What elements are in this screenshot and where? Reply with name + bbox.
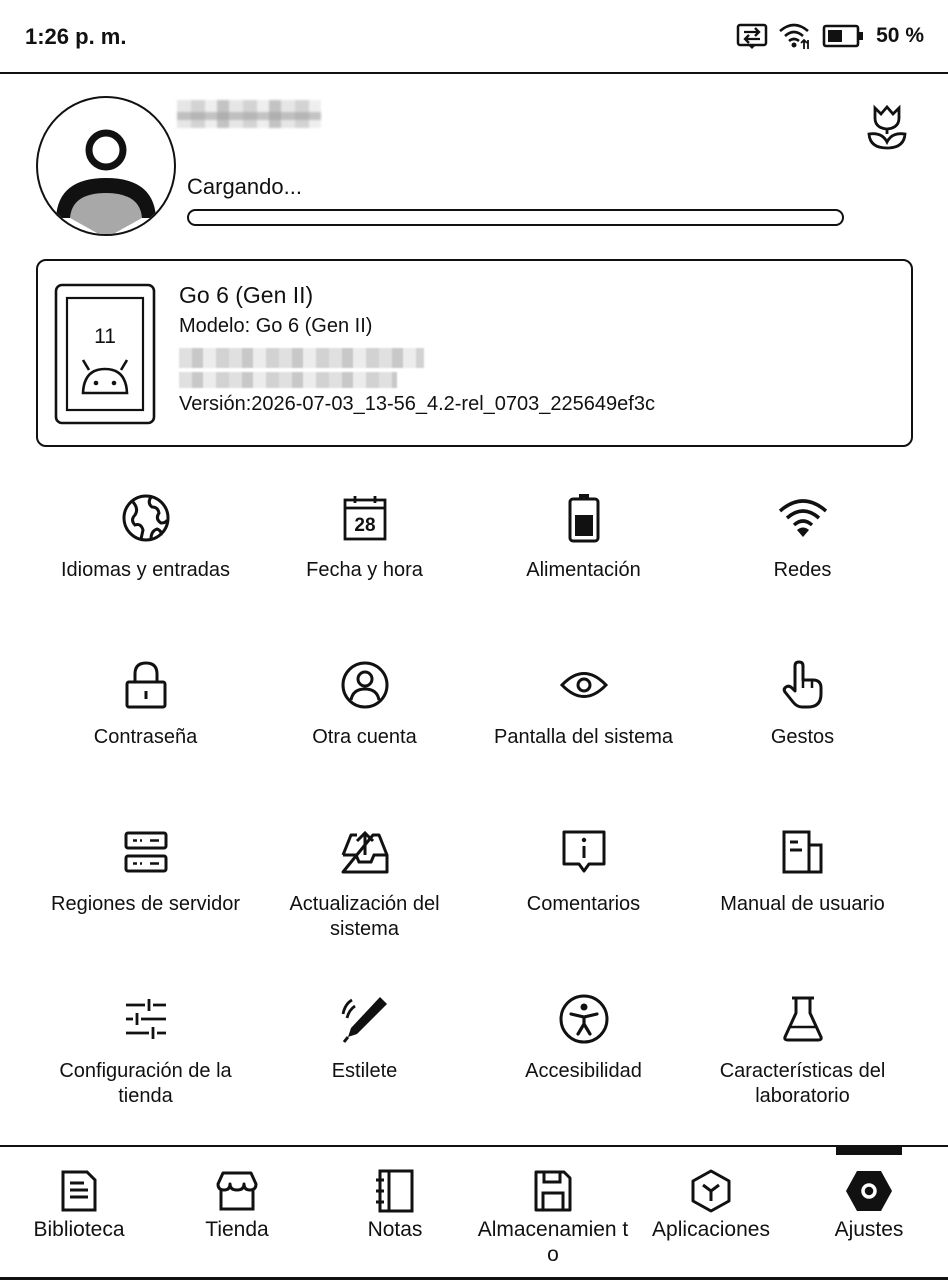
apps-cube-icon (690, 1165, 732, 1217)
settings-hex-icon (844, 1165, 894, 1217)
setting-other-account[interactable] (255, 657, 474, 824)
nav-label: Aplicaciones (652, 1218, 770, 1241)
device-name: Go 6 (Gen II) (179, 282, 314, 308)
nav-label: Notas (367, 1218, 423, 1241)
bottom-nav (0, 1145, 948, 1280)
setting-label: Gestos (770, 726, 835, 748)
device-screen-number: 11 (94, 325, 116, 348)
calendar-icon-day: 28 (353, 515, 376, 536)
nav-store[interactable] (158, 1165, 316, 1242)
setting-networks[interactable] (693, 490, 912, 657)
nav-library[interactable] (0, 1165, 158, 1242)
notebook-icon (374, 1165, 416, 1217)
setting-label: Comentarios (526, 893, 641, 915)
device-illustration (54, 283, 156, 430)
setting-languages[interactable] (36, 490, 255, 657)
device-version: Versión:2026-07-03_13-56_4.2-rel_0703_225649ef3c (179, 393, 655, 415)
nav-active-indicator (836, 1147, 902, 1155)
setting-label: Alimentación (526, 559, 641, 581)
setting-system-display[interactable] (474, 657, 693, 824)
nav-label: Ajustes (834, 1218, 904, 1241)
setting-label: Accesibilidad (525, 1060, 642, 1082)
transfer-icon (736, 22, 768, 50)
settings-grid (36, 490, 912, 1158)
setting-feedback[interactable] (474, 824, 693, 991)
setting-label: Contraseña (93, 726, 198, 748)
setting-gestures[interactable] (693, 657, 912, 824)
serial-redacted (179, 348, 424, 368)
setting-label: Actualización del sistema (289, 893, 440, 940)
nav-settings[interactable] (790, 1165, 948, 1242)
battery-icon (822, 24, 864, 48)
eye-icon (556, 657, 612, 713)
server-icon (118, 824, 174, 880)
store-icon (215, 1165, 259, 1217)
lock-icon (118, 657, 174, 713)
setting-label: Redes (773, 559, 832, 581)
setting-lab-features[interactable] (693, 991, 912, 1158)
status-icons (736, 22, 924, 50)
device-info-card[interactable] (36, 259, 913, 447)
globe-icon (118, 490, 174, 546)
lotus-icon[interactable] (866, 104, 908, 155)
setting-store-config[interactable] (36, 991, 255, 1158)
sliders-icon (118, 991, 174, 1047)
device-model: Modelo: Go 6 (Gen II) (179, 315, 373, 337)
wifi-icon (775, 490, 831, 546)
setting-label: Manual de usuario (720, 893, 885, 915)
setting-label: Fecha y hora (306, 559, 423, 581)
user-circle-icon (337, 657, 393, 713)
setting-label: Regiones de servidor (51, 893, 240, 915)
nav-label: Tienda (205, 1218, 269, 1241)
status-time: 1:26 p. m. (25, 24, 127, 49)
battery-percent: 50 % (876, 24, 924, 47)
status-bar (0, 0, 948, 74)
manual-icon (775, 824, 831, 880)
setting-label: Otra cuenta (312, 726, 417, 748)
avatar-icon (38, 225, 176, 236)
wifi-icon (778, 22, 812, 50)
setting-date-time[interactable] (255, 490, 474, 657)
device-info (179, 281, 655, 418)
user-name-redacted (177, 100, 321, 128)
setting-label: Características del laboratorio (719, 1060, 886, 1107)
nav-notes[interactable] (316, 1165, 474, 1242)
loading-label: Cargando... (187, 174, 302, 199)
accessibility-icon (556, 991, 612, 1047)
setting-stylus[interactable] (255, 991, 474, 1158)
upload-tray-icon (337, 824, 393, 880)
flask-icon (775, 991, 831, 1047)
setting-power[interactable] (474, 490, 693, 657)
nav-label: Almacenamien to (477, 1218, 629, 1266)
setting-server-regions[interactable] (36, 824, 255, 991)
mac-redacted (179, 372, 397, 388)
setting-label: Configuración de la tienda (59, 1060, 232, 1107)
library-icon (60, 1165, 98, 1217)
setting-label: Pantalla del sistema (494, 726, 673, 748)
setting-label: Estilete (331, 1060, 398, 1082)
nav-storage[interactable] (474, 1165, 632, 1267)
info-bubble-icon (556, 824, 612, 880)
stylus-icon (337, 991, 393, 1047)
setting-user-manual[interactable] (693, 824, 912, 991)
sync-progress-bar (187, 209, 844, 226)
setting-accessibility[interactable] (474, 991, 693, 1158)
calendar-icon (337, 490, 393, 546)
setting-system-update[interactable] (255, 824, 474, 991)
setting-label: Idiomas y entradas (61, 559, 230, 581)
avatar[interactable] (36, 96, 176, 236)
nav-label: Biblioteca (33, 1218, 125, 1241)
hand-pointer-icon (775, 657, 831, 713)
battery-icon (556, 490, 612, 546)
nav-apps[interactable] (632, 1165, 790, 1242)
floppy-icon (533, 1165, 573, 1217)
setting-password[interactable] (36, 657, 255, 824)
